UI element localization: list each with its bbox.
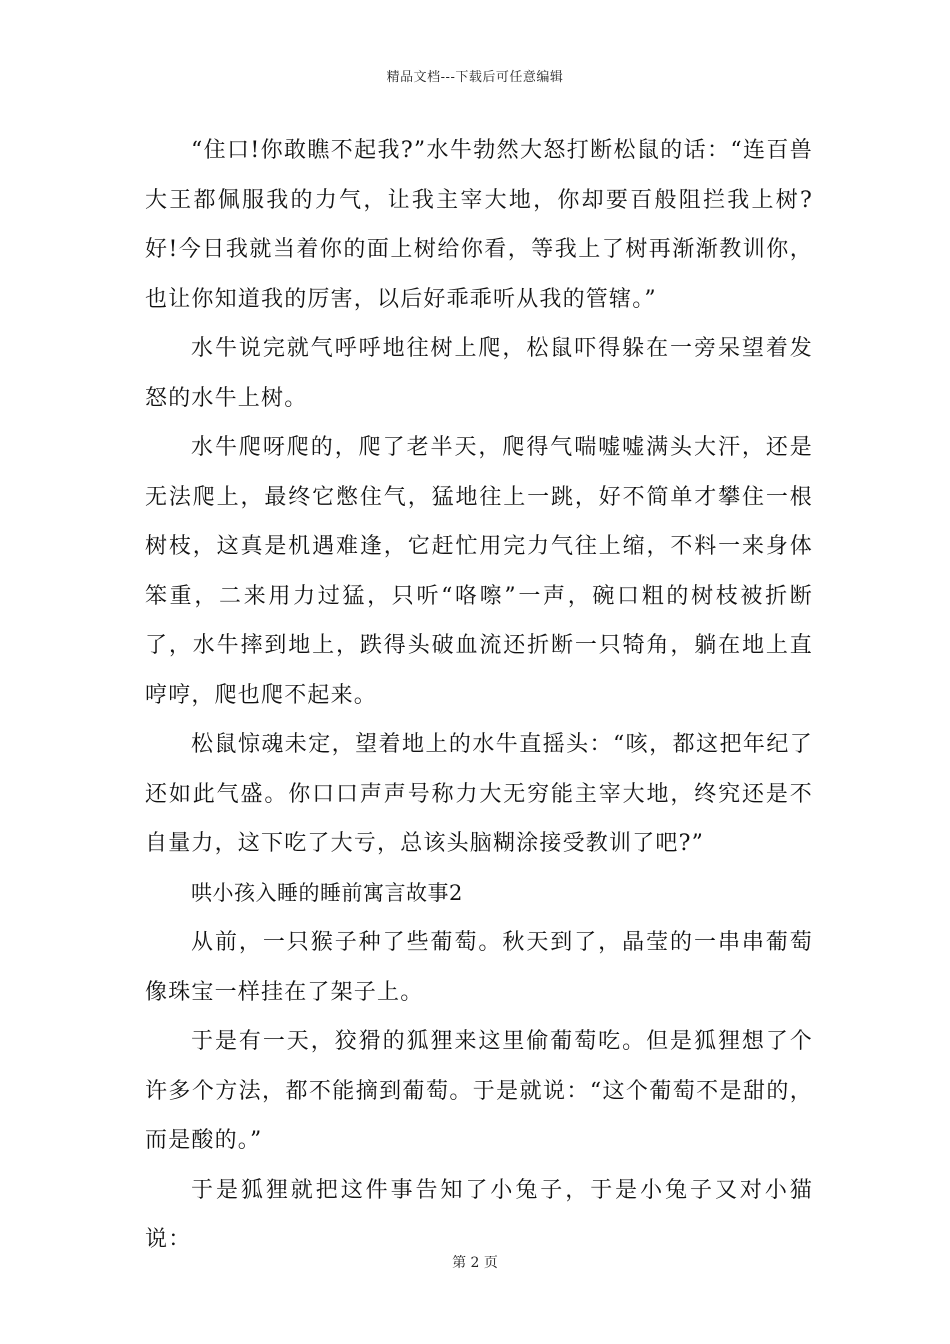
page-number: 第 2 页 [452,1255,498,1271]
document-body [145,126,813,1265]
paragraph: 水牛爬呀爬的，爬了老半天，爬得气喘嘘嘘满头大汗，还是无法爬上，最终它憋住气，猛地往上一跳，好不简单才攀住一根树枝，这真是机遇难逢，它赶忙用完力气往上缩，不料一来身体笨重，二来用力过猛，只听“咯嚓”一声，碗口粗的树枝被折断了，水牛摔到地上，跌得头破血流还折断一只犄角，躺在地上直哼哼，爬也爬不起来。 [145,435,813,708]
paragraph: 松鼠惊魂未定，望着地上的水牛直摇头：“咳，都这把年纪了还如此气盛。你口口声声号称力大无穷能主宰大地，终究还是不自量力，这下吃了大亏，总该头脑糊涂接受教训了吧?” [145,732,813,856]
paragraph: 于是狐狸就把这件事告知了小兔子，于是小兔子又对小猫说： [145,1177,813,1252]
paragraph: 于是有一天，狡猾的狐狸来这里偷葡萄吃。但是狐狸想了个许多个方法，都不能摘到葡萄。于是就说：“这个葡萄不是甜的，而是酸的。” [145,1029,813,1153]
paragraph: 水牛说完就气呼呼地往树上爬，松鼠吓得躲在一旁呆望着发怒的水牛上树。 [145,336,813,411]
paragraph: 从前，一只猴子种了些葡萄。秋天到了，晶莹的一串串葡萄像珠宝一样挂在了架子上。 [145,930,813,1005]
page-header: 精品文档---下载后可任意编辑 [386,70,564,85]
paragraph: “住口!你敢瞧不起我?”水牛勃然大怒打断松鼠的话：“连百兽大王都佩服我的力气，让我主宰大地，你却要百般阻拦我上树?好!今日我就当着你的面上树给你看，等我上了树再渐渐教训你，也让你知道我的厉害，以后好乖乖听从我的管辖。” [145,138,813,312]
section-title: 哄小孩入睡的睡前寓言故事2 [191,880,463,905]
